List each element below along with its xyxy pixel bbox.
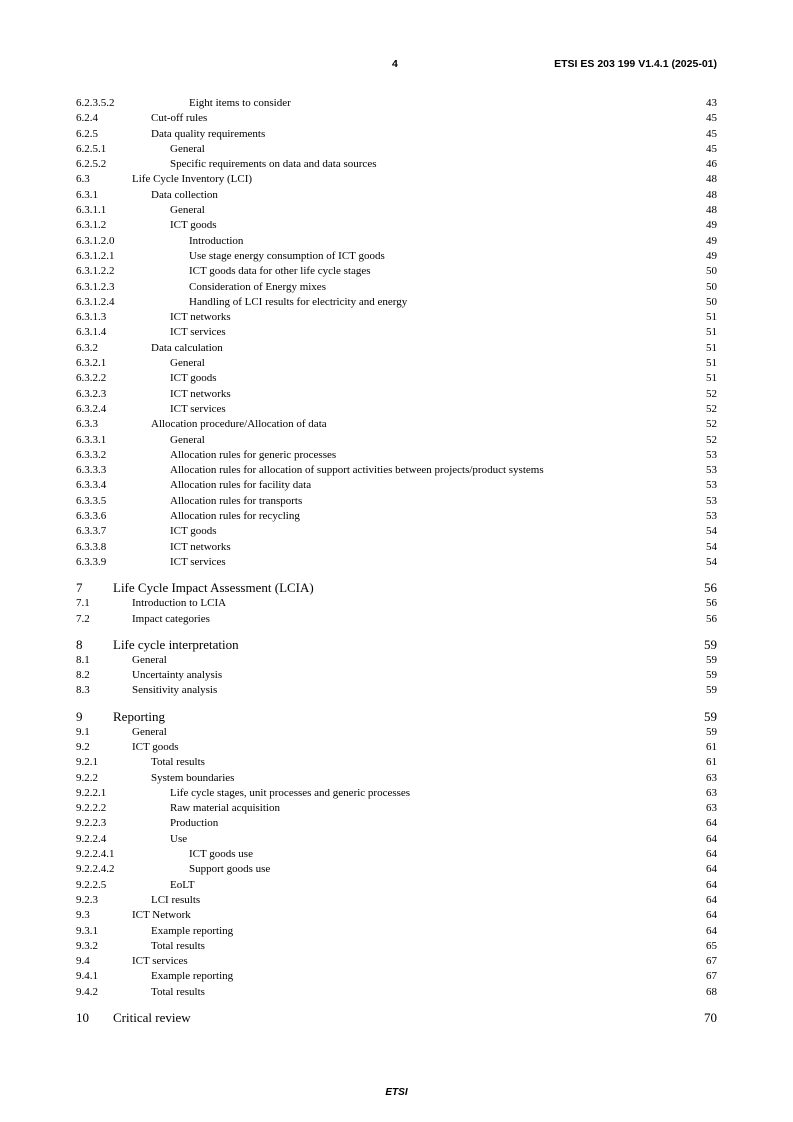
toc-entry-title: Raw material acquisition: [170, 802, 280, 815]
toc-entry-title: Uncertainty analysis: [132, 669, 223, 682]
toc-entry-title: Sensitivity analysis: [132, 684, 218, 697]
toc-entry-page: 48: [706, 173, 717, 186]
toc-entry-number: 6.3.2.4: [76, 402, 107, 415]
toc-entry-number: 9.2.2.1: [76, 786, 107, 799]
toc-entry-page: 67: [706, 970, 717, 983]
toc-entry-number: 6.3.1.2.1: [76, 249, 115, 262]
toc-entry-page: 50: [706, 280, 717, 293]
toc-entry-title: Total results: [151, 939, 205, 952]
toc-entry[interactable]: [76, 771, 717, 786]
toc-entry-number: 8: [76, 636, 83, 652]
toc-entry[interactable]: [76, 540, 717, 555]
toc-entry-title: ICT goods: [170, 525, 217, 538]
toc-entry[interactable]: [76, 96, 717, 111]
toc-entry-number: 9.2.3: [76, 893, 98, 906]
toc-entry-number: 9.2.2.5: [76, 878, 107, 891]
toc-entry-page: 53: [706, 494, 717, 507]
toc-entry-page: 70: [704, 1010, 717, 1026]
toc-entry-number: 9.4.2: [76, 985, 98, 998]
toc-entry[interactable]: [76, 142, 717, 157]
toc-entry-page: 51: [706, 326, 717, 339]
toc-entry-page: 53: [706, 464, 717, 477]
toc-entry-number: 6.2.5.2: [76, 158, 107, 171]
toc-entry-title: ICT networks: [170, 311, 231, 324]
toc-entry[interactable]: [76, 127, 717, 142]
toc-entry[interactable]: [76, 924, 717, 939]
table-of-contents: [76, 96, 717, 1026]
toc-entry[interactable]: [76, 636, 717, 653]
toc-entry-page: 53: [706, 510, 717, 523]
toc-entry[interactable]: [76, 433, 717, 448]
toc-entry-page: 59: [706, 725, 717, 738]
toc-entry-number: 9.4.1: [76, 970, 98, 983]
toc-entry-page: 64: [706, 909, 717, 922]
toc-entry-number: 9.2.2.3: [76, 817, 107, 830]
toc-entry-page: 61: [706, 740, 717, 753]
header-document-id: ETSI ES 203 199 V1.4.1 (2025-01): [554, 58, 717, 70]
toc-entry-page: 45: [706, 127, 717, 140]
toc-entry-page: 49: [706, 219, 717, 232]
toc-entry-title: Critical review: [113, 1010, 191, 1026]
toc-entry-number: 9.1: [76, 725, 90, 738]
toc-entry-title: Life cycle interpretation: [113, 636, 239, 652]
toc-entry[interactable]: [76, 708, 717, 725]
toc-entry-page: 56: [706, 612, 717, 625]
toc-entry-page: 63: [706, 802, 717, 815]
toc-entry-title: ICT goods: [132, 740, 179, 753]
toc-entry-title: ICT goods use: [189, 848, 253, 861]
toc-entry-title: Production: [170, 817, 219, 830]
footer-logo-text: ETSI: [385, 1087, 408, 1098]
toc-entry[interactable]: [76, 402, 717, 417]
toc-entry-number: 9.2.2.4.2: [76, 863, 115, 876]
toc-entry-number: 9.2.2.2: [76, 802, 107, 815]
toc-entry-title: Total results: [151, 756, 205, 769]
toc-entry-page: 52: [706, 387, 717, 400]
toc-entry-page: 59: [706, 684, 717, 697]
toc-entry-number: 9.2.2.4.1: [76, 848, 115, 861]
toc-entry-title: Life Cycle Inventory (LCI): [132, 173, 253, 186]
toc-entry-title: Allocation procedure/Allocation of data: [151, 418, 327, 431]
toc-entry-title: Allocation rules for facility data: [170, 479, 312, 492]
toc-entry-page: 48: [706, 204, 717, 217]
toc-entry-title: ICT services: [132, 955, 188, 968]
toc-entry[interactable]: [76, 203, 717, 218]
toc-entry-page: 63: [706, 771, 717, 784]
toc-entry[interactable]: [76, 832, 717, 847]
toc-entry[interactable]: [76, 801, 717, 816]
toc-entry-title: Cut-off rules: [151, 112, 208, 125]
toc-entry[interactable]: [76, 939, 717, 954]
toc-entry[interactable]: [76, 264, 717, 279]
toc-entry-number: 6.3.3.8: [76, 540, 107, 553]
toc-entry-title: Total results: [151, 985, 205, 998]
toc-entry-page: 51: [706, 311, 717, 324]
toc-entry[interactable]: [76, 555, 717, 570]
toc-entry[interactable]: [76, 1009, 717, 1026]
toc-entry-number: 6.3.1.2.3: [76, 280, 115, 293]
toc-entry[interactable]: [76, 234, 717, 249]
toc-entry-title: ICT goods data for other life cycle stages: [189, 265, 371, 278]
toc-entry[interactable]: [76, 862, 717, 877]
toc-entry-page: 48: [706, 188, 717, 201]
toc-entry-title: Use stage energy consumption of ICT goods: [189, 249, 385, 262]
toc-entry-page: 49: [706, 234, 717, 247]
toc-entry-title: ICT goods: [170, 219, 217, 232]
toc-entry-title: LCI results: [151, 893, 201, 906]
toc-entry-title: General: [170, 142, 205, 155]
toc-entry-title: Reporting: [113, 708, 165, 724]
toc-entry-title: Data calculation: [151, 341, 223, 354]
toc-entry-title: ICT goods: [170, 372, 217, 385]
toc-entry-page: 64: [706, 848, 717, 861]
toc-entry[interactable]: [76, 755, 717, 770]
toc-entry-number: 10: [76, 1010, 89, 1026]
toc-entry-title: ICT Network: [132, 909, 191, 922]
toc-entry-title: General: [132, 725, 167, 738]
toc-entry-page: 49: [706, 249, 717, 262]
toc-entry-page: 64: [706, 893, 717, 906]
toc-entry[interactable]: [76, 816, 717, 831]
toc-entry-title: Allocation rules for transports: [170, 494, 303, 507]
toc-entry-page: 50: [706, 265, 717, 278]
toc-entry[interactable]: [76, 280, 717, 295]
toc-entry-page: 46: [706, 158, 717, 171]
toc-entry-number: 9.2.2: [76, 771, 98, 784]
toc-entry-title: Example reporting: [151, 924, 234, 937]
toc-entry-number: 6.3.3.4: [76, 479, 107, 492]
toc-entry-number: 9.2.1: [76, 756, 98, 769]
toc-entry[interactable]: [76, 448, 717, 463]
toc-entry[interactable]: [76, 295, 717, 310]
toc-entry-page: 51: [706, 357, 717, 370]
toc-entry-page: 45: [706, 142, 717, 155]
toc-entry-number: 9: [76, 708, 83, 724]
toc-entry-number: 9.4: [76, 955, 90, 968]
toc-entry-page: 67: [706, 955, 717, 968]
toc-entry-page: 63: [706, 786, 717, 799]
toc-entry-title: Impact categories: [132, 612, 210, 625]
toc-entry-number: 6.3: [76, 173, 90, 186]
toc-entry[interactable]: [76, 612, 717, 627]
toc-entry[interactable]: [76, 847, 717, 862]
toc-entry-number: 6.3.3.1: [76, 433, 107, 446]
toc-entry-title: System boundaries: [151, 771, 235, 784]
toc-entry-page: 61: [706, 756, 717, 769]
toc-entry-title: Handling of LCI results for electricity and energy: [189, 295, 408, 308]
toc-entry[interactable]: [76, 954, 717, 969]
toc-entry-number: 6.2.5.1: [76, 142, 107, 155]
toc-entry-number: 6.3.1.2.0: [76, 234, 115, 247]
toc-entry-title: ICT networks: [170, 387, 231, 400]
toc-entry[interactable]: [76, 786, 717, 801]
toc-entry-page: 52: [706, 418, 717, 431]
toc-entry-page: 52: [706, 402, 717, 415]
toc-entry[interactable]: [76, 579, 717, 596]
toc-entry[interactable]: [76, 249, 717, 264]
toc-entry[interactable]: [76, 596, 717, 611]
toc-entry-page: 54: [706, 525, 717, 538]
toc-entry[interactable]: [76, 668, 717, 683]
toc-entry-title: Life cycle stages, unit processes and generic processes: [170, 786, 411, 799]
toc-entry-number: 8.1: [76, 653, 90, 666]
toc-entry[interactable]: [76, 218, 717, 233]
toc-entry-page: 53: [706, 479, 717, 492]
toc-entry-page: 56: [706, 597, 717, 610]
toc-entry-page: 59: [706, 669, 717, 682]
toc-entry-page: 50: [706, 295, 717, 308]
toc-entry[interactable]: [76, 463, 717, 478]
toc-entry-title: General: [170, 433, 205, 446]
toc-entry[interactable]: [76, 878, 717, 893]
toc-entry-page: 52: [706, 433, 717, 446]
toc-entry-title: General: [132, 653, 167, 666]
toc-entry-number: 6.3.3.5: [76, 494, 107, 507]
toc-entry-title: Allocation rules for recycling: [170, 510, 300, 523]
toc-entry-page: 64: [706, 832, 717, 845]
toc-entry-number: 6.3.1.4: [76, 326, 107, 339]
toc-entry-number: 6.3.2: [76, 341, 98, 354]
toc-entry-number: 6.3.3: [76, 418, 98, 431]
toc-entry-number: 6.3.1.2.2: [76, 265, 115, 278]
toc-entry-page: 64: [706, 924, 717, 937]
toc-entry-title: EoLT: [170, 878, 195, 891]
toc-entry-number: 7: [76, 580, 83, 596]
toc-entry[interactable]: [76, 341, 717, 356]
toc-entry-title: Introduction: [189, 234, 244, 247]
toc-entry-number: 6.3.3.3: [76, 464, 107, 477]
toc-entry-title: Introduction to LCIA: [132, 597, 227, 610]
toc-entry-page: 45: [706, 112, 717, 125]
toc-entry-title: Example reporting: [151, 970, 234, 983]
toc-entry-title: ICT services: [170, 326, 226, 339]
toc-entry[interactable]: [76, 356, 717, 371]
toc-entry[interactable]: [76, 509, 717, 524]
toc-entry-number: 9.3.1: [76, 924, 98, 937]
toc-entry-title: General: [170, 204, 205, 217]
toc-entry-title: Use: [170, 832, 188, 845]
toc-entry[interactable]: [76, 111, 717, 126]
toc-entry-page: 59: [704, 636, 717, 652]
toc-entry-title: ICT networks: [170, 540, 231, 553]
toc-entry-number: 6.2.5: [76, 127, 98, 140]
toc-entry[interactable]: [76, 494, 717, 509]
toc-entry-title: Specific requirements on data and data sources: [170, 158, 377, 171]
toc-entry-page: 64: [706, 878, 717, 891]
toc-entry-page: 59: [706, 653, 717, 666]
toc-entry-title: Eight items to consider: [189, 97, 291, 109]
toc-entry-page: 68: [706, 985, 717, 998]
toc-entry-title: ICT services: [170, 555, 226, 568]
toc-entry[interactable]: [76, 740, 717, 755]
toc-entry-number: 6.3.3.7: [76, 525, 107, 538]
toc-entry[interactable]: [76, 371, 717, 386]
toc-entry-title: Allocation rules for generic processes: [170, 448, 337, 461]
toc-entry-title: General: [170, 357, 205, 370]
toc-entry-page: 51: [706, 372, 717, 385]
toc-entry-page: 54: [706, 540, 717, 553]
toc-entry-number: 6.3.2.1: [76, 357, 107, 370]
toc-entry-number: 6.3.2.3: [76, 387, 107, 400]
toc-entry-number: 6.3.1.1: [76, 204, 107, 217]
toc-entry-number: 9.2: [76, 740, 90, 753]
toc-entry-number: 6.3.1.2.4: [76, 295, 115, 308]
toc-entry-number: 6.3.3.6: [76, 510, 107, 523]
toc-entry-title: Allocation rules for allocation of support activities between projects/product systems: [170, 464, 544, 477]
toc-entry-page: 64: [706, 817, 717, 830]
toc-entry-page: 64: [706, 863, 717, 876]
toc-entry[interactable]: [76, 478, 717, 493]
header-page-number: 4: [392, 58, 398, 70]
toc-entry-title: Data collection: [151, 188, 218, 201]
toc-entry-number: 6.2.4: [76, 112, 98, 125]
toc-entry[interactable]: [76, 683, 717, 698]
toc-entry-title: ICT services: [170, 402, 226, 415]
toc-entry-number: 6.3.1: [76, 188, 98, 201]
toc-entry-number: 9.3.2: [76, 939, 98, 952]
toc-entry[interactable]: [76, 188, 717, 203]
toc-entry-number: 9.2.2.4: [76, 832, 107, 845]
toc-entry-number: 6.3.1.2: [76, 219, 107, 232]
toc-entry[interactable]: [76, 725, 717, 740]
toc-entry-number: 8.3: [76, 684, 90, 697]
toc-entry-page: 65: [706, 939, 717, 952]
toc-entry-number: 7.2: [76, 612, 90, 625]
toc-entry-page: 43: [706, 97, 717, 109]
toc-entry-title: Data quality requirements: [151, 127, 266, 140]
toc-entry[interactable]: [76, 908, 717, 923]
toc-entry-number: 8.2: [76, 669, 90, 682]
toc-entry[interactable]: [76, 387, 717, 402]
toc-entry[interactable]: [76, 325, 717, 340]
toc-entry-page: 53: [706, 448, 717, 461]
toc-entry[interactable]: [76, 985, 717, 1000]
toc-entry-title: Support goods use: [189, 863, 271, 876]
toc-entry-number: 6.3.3.2: [76, 448, 107, 461]
toc-entry-page: 54: [706, 555, 717, 568]
toc-entry-page: 56: [704, 580, 717, 596]
toc-entry[interactable]: [76, 172, 717, 187]
toc-entry[interactable]: [76, 969, 717, 984]
toc-entry-number: 6.2.3.5.2: [76, 97, 115, 109]
toc-entry[interactable]: [76, 524, 717, 539]
toc-entry[interactable]: [76, 310, 717, 325]
toc-entry-number: 7.1: [76, 597, 90, 610]
toc-entry-title: Life Cycle Impact Assessment (LCIA): [113, 580, 314, 596]
toc-entry-number: 9.3: [76, 909, 90, 922]
toc-entry[interactable]: [76, 417, 717, 432]
toc-entry[interactable]: [76, 653, 717, 668]
toc-entry[interactable]: [76, 893, 717, 908]
toc-entry-title: Consideration of Energy mixes: [189, 280, 326, 293]
toc-entry-number: 6.3.1.3: [76, 311, 107, 324]
toc-entry-number: 6.3.2.2: [76, 372, 107, 385]
toc-entry-page: 59: [704, 708, 717, 724]
toc-entry-number: 6.3.3.9: [76, 555, 107, 568]
toc-entry[interactable]: [76, 157, 717, 172]
toc-entry-page: 51: [706, 341, 717, 354]
